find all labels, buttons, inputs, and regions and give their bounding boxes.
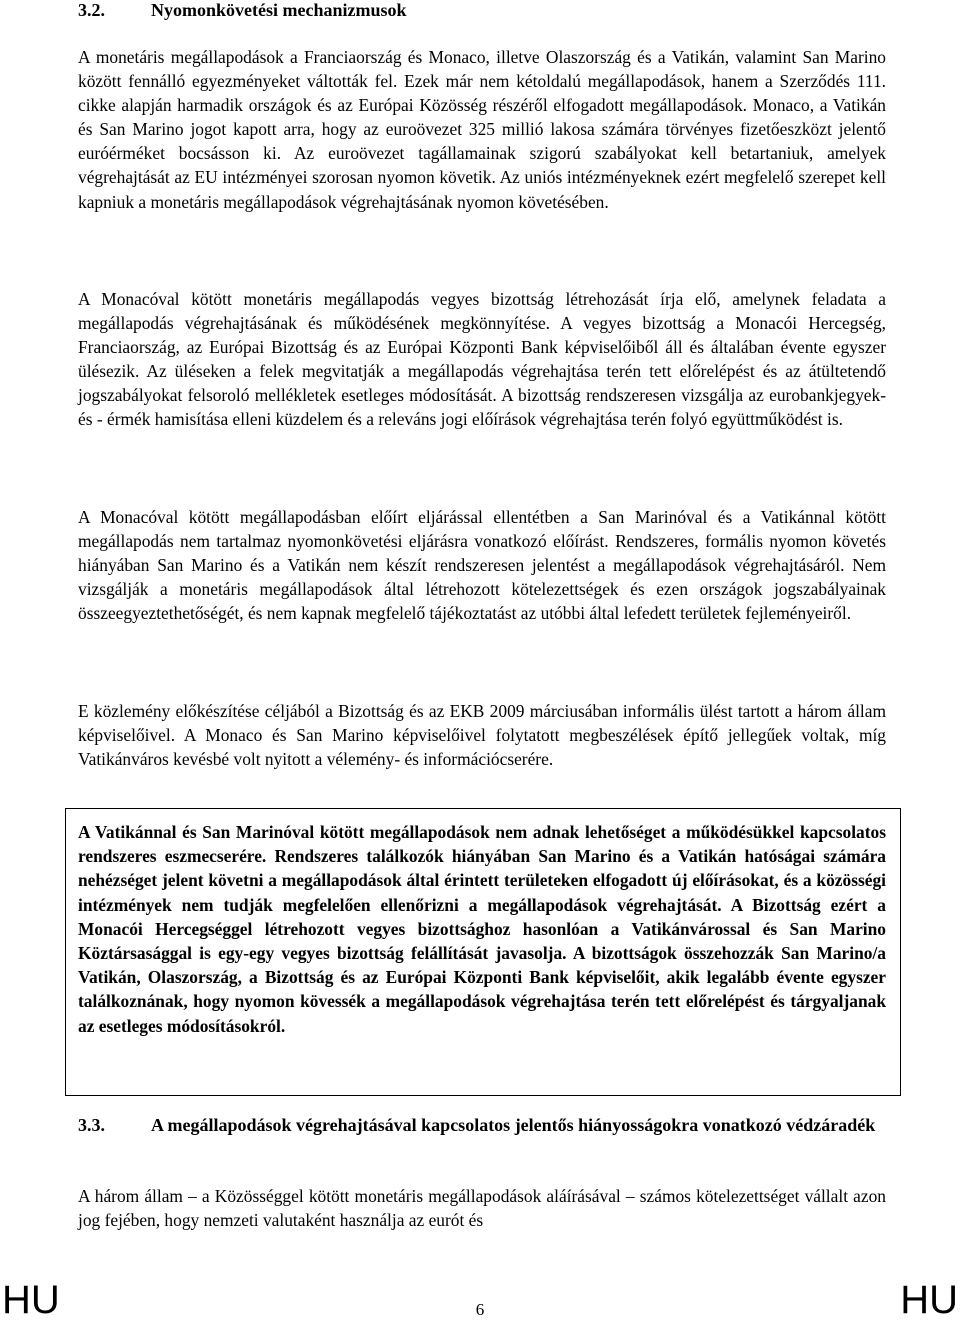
paragraph-san-marino-vatican-monitoring: A Monacóval kötött megállapodásban előírt eljárással ellentétben a San Marinóval és a Vatikánnal kötött megállapodás nem tartalmaz nyomonkövetési eljárásra vonatkozó előírást. Rendszeres, formális nyomon követés hiányában San Marino és a Vatikán nem készít rendszeresen jelentést a megállapodások végrehajtásáról. Nem vizsgálják a monetáris megállapodások által létrehozott kötelezettségek és ezen országok jogszabályainak összeegyeztethetőségét, és nem kapnak megfelelő tájékoztatást az utóbbi által lefedett területek fejleményeiről. xyxy=(78,507,886,624)
section-heading-3-3 xyxy=(78,1113,886,1137)
page-number: 6 xyxy=(475,1300,485,1319)
section-number: 3.2. xyxy=(78,0,105,20)
paragraph-monaco-joint-committee: A Monacóval kötött monetáris megállapodás vegyes bizottság létrehozását írja elő, amelynek feladata a megállapodás végrehajtásának és működésének megkönnyítése. A vegyes bizottság a Monacói Hercegség, Franciaország, az Európai Bizottság és az Európai Központi Bank képviselőiből áll és általában évente egyszer ülésezik. Az üléseken a felek megvitatják a megállapodás végrehajtása terén tett előrelépést és az átültetendő jogszabályokat felsoroló mellékletek esetleges módosítását. A bizottság rendszeresen vizsgálja az eurobankjegyek- és - érmék hamisítása elleni küzdelem és a releváns jogi előírások végrehajtása terén folyó együttműködést is. xyxy=(78,289,886,430)
paragraph-monetary-agreements: A monetáris megállapodások a Franciaország és Monaco, illetve Olaszország és a Vatikán, valamint San Marino között fennálló egyezményeket váltották fel. Ezek már nem kétoldalú megállapodások, hanem a Szerződés 111. cikke alapján harmadik országok és az Európai Közösség részéről elfogadott megállapodások. Monaco, a Vatikán és San Marino jogot kapott arra, hogy az euroövezet 325 millió lakosa számára törvényes fizetőeszközt jelentő euróérméket bocsásson ki. Az euroövezet tagállamainak szigorú szabályokat kell betartaniuk, amelyek végrehajtását az EU intézményei szorosan nyomon követik. Az uniós intézményeknek ezért megfelelő szerepet kell kapniuk a monetáris megállapodások végrehajtásának nyomon követésében. xyxy=(78,47,886,212)
section-title: Nyomonkövetési mechanizmusok xyxy=(151,0,407,20)
paragraph-boxed-proposal: A Vatikánnal és San Marinóval kötött megállapodások nem adnak lehetőséget a működésükkel kapcsolatos rendszeres eszmecserére. Rendszeres találkozók hiányában San Marino és a Vatikán hatóságai számára nehézséget jelent követni a megállapodások által érintett területeken elfogadott új előírásokat, és a közösségi intézmények nem tudják megfelelően ellenőrizni a megállapodások végrehajtását. A Bizottság ezért a Monacói Hercegséggel létrehozott vegyes bizottsághoz hasonlóan a Vatikánvárossal és San Marino Köztársasággal is egy-egy vegyes bizottság felállítását javasolja. A bizottságok összehozzák San Marino/a Vatikán, Olaszország, a Bizottság és az Európai Központi Bank képviselőit, akik legalább évente egyszer találkoznának, hogy nyomon kövessék a megállapodások végrehajtása terén tett előrelépést és tárgyaljanak az esetleges módosításokról. xyxy=(78,822,886,1036)
section-heading-3-2 xyxy=(78,0,886,22)
highlighted-box xyxy=(65,808,901,1096)
footer-language-code-right: HU xyxy=(900,1278,958,1322)
paragraph-obligations: A három állam – a Közösséggel kötött monetáris megállapodások aláírásával – számos kötelezettséget vállalt azon jog fejében, hogy nemzeti valutaként használja az eurót és xyxy=(78,1186,886,1231)
section-title: A megállapodások végrehajtásával kapcsolatos jelentős hiányosságokra vonatkozó védzáradék xyxy=(151,1115,876,1135)
section-number: 3.3. xyxy=(78,1115,105,1135)
paragraph-ecb-meeting: E közlemény előkészítése céljából a Bizottság és az EKB 2009 márciusában informális ülést tartott a három állam képviselőivel. A Monaco és San Marino képviselőivel folytatott megbeszélések építő jellegűek voltak, míg Vatikánváros kevésbé volt nyitott a vélemény- és információcserére. xyxy=(78,701,886,770)
footer-language-code-left: HU xyxy=(2,1278,60,1322)
